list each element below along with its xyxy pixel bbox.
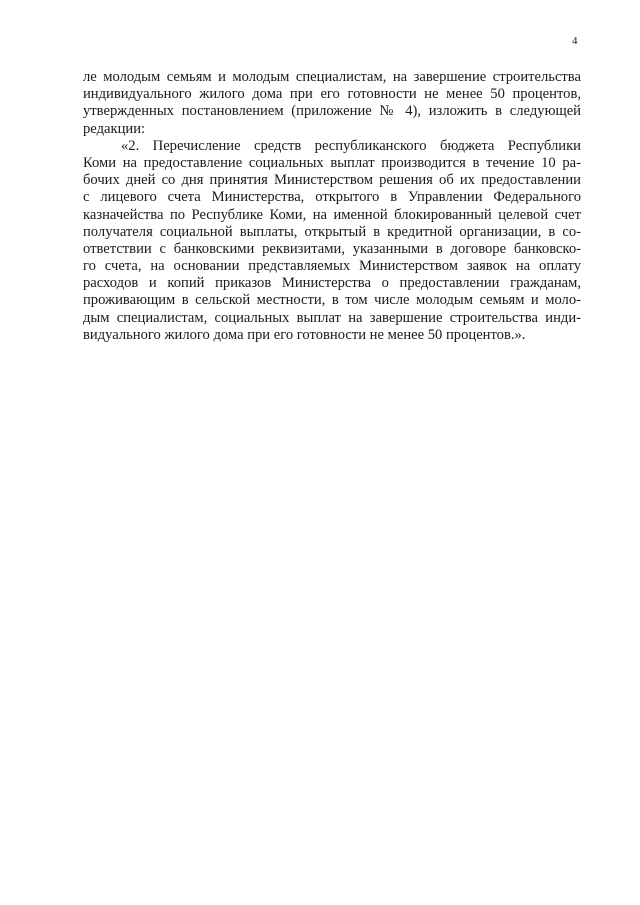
text-line: бочих дней со дня принятия Министерством решения об их предоставлении xyxy=(83,172,581,189)
text-line: редакции: xyxy=(83,120,146,137)
paragraph-1 xyxy=(83,69,581,138)
text-line: го счета, на основании представляемых Министерством заявок на оплату xyxy=(83,258,581,275)
text-line: расходов и копий приказов Министерства о предоставлении гражданам, xyxy=(83,275,581,292)
paragraph-2 xyxy=(83,138,581,344)
text-line: дым специалистам, социальных выплат на завершение строительства инди- xyxy=(83,309,581,326)
text-line: Коми на предоставление социальных выплат производится в течение 10 ра- xyxy=(83,154,581,171)
body-text xyxy=(83,69,581,344)
text-line: ле молодым семьям и молодым специалистам, на завершение строительства xyxy=(83,69,581,85)
text-line: проживающим в сельской местности, в том числе молодым семьям и моло- xyxy=(83,292,581,309)
text-line: видуального жилого дома при его готовности не менее 50 процентов.». xyxy=(83,326,526,343)
text-line: казначейства по Республике Коми, на именной блокированный целевой счет xyxy=(83,206,581,223)
page-number: 4 xyxy=(572,35,578,47)
text-line: «2. Перечисление средств республиканского бюджета Республики xyxy=(121,137,581,154)
text-line: получателя социальной выплаты, открытый в кредитной организации, в со- xyxy=(83,223,581,240)
text-line: с лицевого счета Министерства, открытого в Управлении Федерального xyxy=(83,189,581,206)
text-line: утвержденных постановлением (приложение № 4), изложить в следующей xyxy=(83,103,581,120)
text-line: индивидуального жилого дома при его готовности не менее 50 процентов, xyxy=(83,86,581,103)
text-line: ответствии с банковскими реквизитами, указанными в договоре банковско- xyxy=(83,240,581,257)
